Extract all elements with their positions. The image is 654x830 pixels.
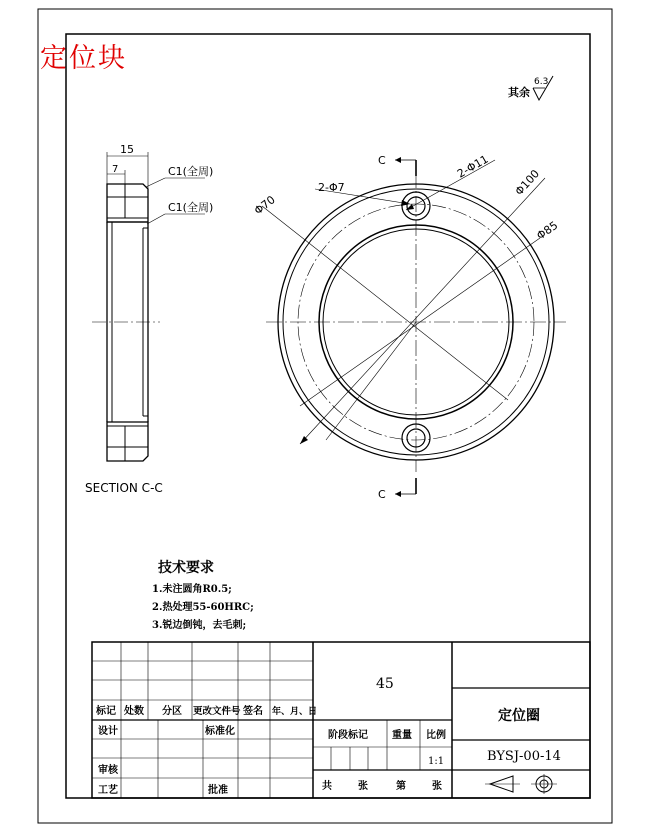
drawing-title-red: 定位块 (40, 43, 127, 74)
svg-text:2-Φ7: 2-Φ7 (318, 181, 345, 194)
svg-text:签名: 签名 (243, 706, 263, 717)
svg-text:SECTION C-C: SECTION C-C (85, 481, 163, 495)
svg-text:BYSJ-00-14: BYSJ-00-14 (487, 749, 561, 764)
svg-text:C1(全周): C1(全周) (168, 201, 214, 214)
svg-text:其余: 其余 (508, 86, 530, 99)
svg-text:Φ85: Φ85 (534, 218, 561, 243)
svg-text:年、月、日: 年、月、日 (272, 707, 318, 717)
svg-text:处数: 处数 (124, 706, 144, 717)
svg-text:重量: 重量 (392, 730, 412, 741)
svg-text:45: 45 (376, 676, 394, 692)
svg-text:2.热处理55-60HRC;: 2.热处理55-60HRC; (152, 602, 254, 613)
svg-text:3.锐边倒钝，去毛刺;: 3.锐边倒钝，去毛刺; (152, 620, 247, 631)
outer-border (38, 9, 612, 823)
svg-text:更改文件号: 更改文件号 (193, 706, 241, 717)
svg-text:工艺: 工艺 (98, 785, 118, 796)
svg-text:技术要求: 技术要求 (158, 560, 214, 576)
svg-text:张: 张 (358, 781, 368, 792)
front-view (262, 157, 566, 497)
svg-text:Φ100: Φ100 (512, 167, 543, 199)
svg-text:标记: 标记 (96, 706, 116, 717)
svg-text:批准: 批准 (208, 785, 228, 796)
svg-text:比例: 比例 (426, 730, 446, 741)
roughness-symbol (508, 76, 553, 100)
svg-text:Φ70: Φ70 (251, 193, 278, 218)
svg-text:C: C (378, 488, 386, 501)
svg-text:6.3: 6.3 (534, 77, 549, 87)
svg-text:共: 共 (322, 781, 332, 792)
svg-text:分区: 分区 (162, 706, 182, 717)
svg-text:阶段标记: 阶段标记 (328, 730, 368, 741)
svg-text:2-Φ11: 2-Φ11 (455, 152, 491, 181)
svg-text:第: 第 (396, 781, 406, 792)
svg-text:标准化: 标准化 (205, 726, 235, 737)
svg-text:设计: 设计 (98, 726, 118, 737)
svg-text:7: 7 (112, 164, 119, 175)
svg-text:C1(全周): C1(全周) (168, 165, 214, 178)
svg-text:张: 张 (432, 781, 442, 792)
svg-text:1.未注圆角R0.5;: 1.未注圆角R0.5; (152, 584, 232, 595)
svg-text:定位圈: 定位圈 (498, 708, 540, 724)
svg-text:审核: 审核 (98, 765, 118, 776)
svg-text:1:1: 1:1 (428, 756, 445, 767)
section-view (92, 152, 205, 461)
svg-text:15: 15 (120, 143, 134, 156)
svg-text:C: C (378, 154, 386, 167)
